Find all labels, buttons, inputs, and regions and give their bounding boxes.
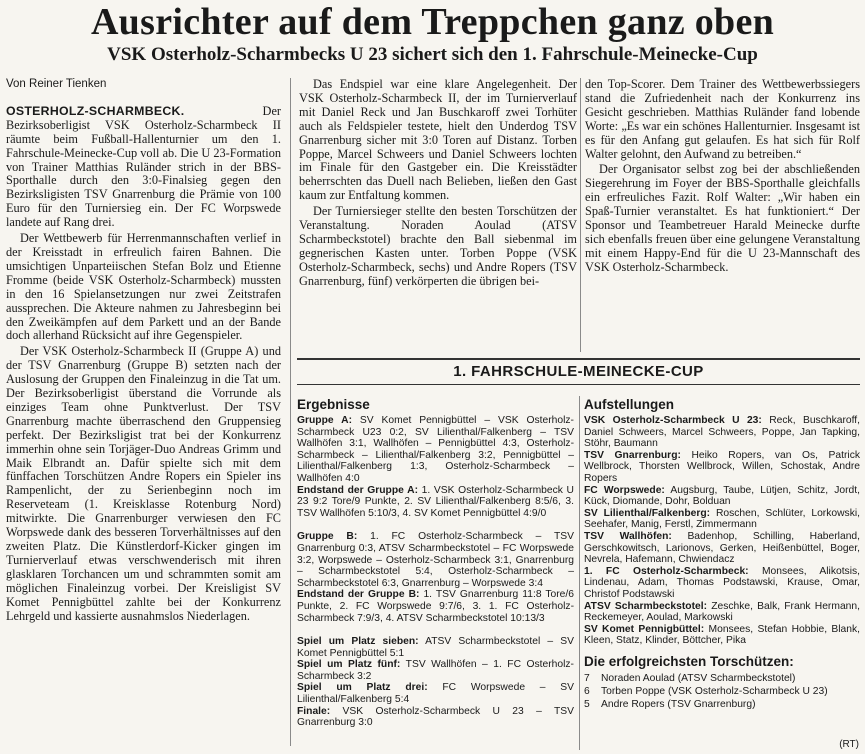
results-section — [297, 396, 574, 735]
info-entry — [584, 531, 860, 566]
entry-text: 1. TSV Gnarrenburg 11:8 Tore/6 Punkte, 2. FC Worpswede 9:7/6, 3. 1. FC Osterholz-Scharmbeck 7:9/3, 4. ATSV Scharmbeckstotel 10:13/3 — [297, 589, 574, 624]
scorer-goals: 6 — [584, 685, 590, 697]
article-paragraph: Der Organisator selbst zog bei der abschließenden Siegerehrung im Foyer der BBS-Sporthalle gleichfalls ein erfreuliches Fazit. Rolf Walter: „Wir haben ein Spaß-Turnier veranstaltet. Es hat funktioniert.“ Der Sponsor und Teambetreuer Harald Meinecke durfte sich ebenfalls freuen über eine gelungene Veranstaltung mit einem Happy-End für die U 23-Mannschaft des VSK Osterholz-Scharmbeck. — [585, 162, 860, 274]
info-entry — [584, 450, 860, 485]
entry-label: TSV Wallhöfen: — [584, 530, 672, 542]
lineups-heading: Aufstellungen — [584, 397, 674, 412]
column-divider — [580, 78, 581, 352]
entry-text: ATSV Scharmbeckstotel – SV Komet Pennigbüttel 5:1 — [297, 636, 574, 659]
scorer-name: Torben Poppe (VSK Osterholz-Scharmbeck U 23) — [601, 685, 828, 697]
entry-text: 1. FC Osterholz-Scharmbeck – TSV Gnarrenburg 0:3, ATSV Scharmbeckstotel – FC Worpswede 3:2, Worpswede – Osterholz-Scharmbeck 3:1, Gnarrenburg – Scharmbeckstotel 5:4, Osterholz-Scharmbeck – Scharmbeckstotel 6:3, Gnarrenburg – Worpswede 3:4 — [297, 531, 574, 589]
column-divider — [579, 396, 580, 750]
entry-text: Badenhop, Schilling, Haberland, Gerschkowitsch, Larionovs, Gerken, Heißenbüttel, Boger, Nevrela, Hafemann, Chwiendacz — [584, 530, 861, 566]
article-paragraph: Der Turniersieger stellte den besten Torschützen der Veranstaltung. Noraden Aoulad (ATSV Scharmbeckstotel) brachte den Ball siebenmal im gegnerischen Kasten unter. Torben Poppe (VSK Osterholz-Scharmbeck, sechs) und Andre Ropers (TSV Gnarrenburg, fünf) verkörperten die übrigen bei- — [299, 204, 577, 288]
article-column-3 — [585, 78, 860, 277]
results-heading: Ergebnisse — [297, 397, 370, 412]
lineups-list — [584, 415, 860, 647]
info-entry — [584, 415, 860, 450]
info-entry — [584, 566, 860, 601]
info-entry — [297, 659, 574, 682]
scorers-heading: Die erfolgreichsten Torschützen: — [584, 653, 794, 669]
entry-text: 1. VSK Osterholz-Scharmbeck U 23 9:2 Tore/9 Punkte, 2. SV Lilienthal/Falkenberg 8:5/6, 3. TSV Wallhöfen 5:10/3, 4. SV Komet Pennigbüttel 4:9/0 — [297, 484, 574, 519]
entry-label: Endstand der Gruppe B: — [297, 589, 420, 601]
info-entry — [297, 589, 574, 624]
entry-text: SV Komet Pennigbüttel – VSK Osterholz-Scharmbeck U23 0:2, SV Lilienthal/Falkenberg – TSV Wallhöfen 3:1, Wallhöfen – Pennigbüttel 4:3, Osterholz-Scharmbeck – Lilienthal/Falkenberg 3:2, Pennigbüttel – Lilienthal/Falkenberg 1:3, Osterholz-Scharmbeck – Wallhöfen 4:0 — [297, 415, 574, 484]
column-divider — [290, 78, 291, 746]
entry-text: VSK Osterholz-Scharmbeck U 23 – TSV Gnarrenburg 3:0 — [297, 705, 574, 729]
info-entry — [297, 636, 574, 659]
entry-label: ATSV Scharmbeckstotel: — [584, 600, 708, 612]
entry-text: TSV Wallhöfen – 1. FC Osterholz-Scharmbeck 3:2 — [297, 659, 574, 682]
article-paragraph: Der Wettbewerb für Herrenmannschaften verlief in der Kreisstadt in erfreulich fairen Bahnen. Die umsichtigen Unparteiischen Stefan Bolz und Etienne Fromme (beide VSK Osterholz-Scharmbeck) mussten in den 16 Spielansetzungen nur zwei Zeitstrafen aussprechen. Die Akteure nahmen zu Jahresbeginn bei den Zweikämpfen auf dem Parkett und an der Bande doch allerhand Rücksicht auf ihre Gegenspieler. — [6, 231, 281, 343]
entry-label: Gruppe A: — [297, 415, 352, 426]
headline: Ausrichter auf dem Treppchen ganz oben — [90, 1, 775, 43]
entry-label: FC Worpswede: — [584, 484, 665, 496]
entry-label: Gruppe B: — [297, 531, 358, 543]
info-entry — [297, 485, 574, 520]
info-entry — [584, 624, 860, 647]
scorer-name: Andre Ropers (TSV Gnarrenburg) — [601, 698, 756, 710]
entry-label: SV Lilienthal/Falkenberg: — [584, 507, 711, 519]
entry-text: Zeschke, Balk, Frank Hermann, Reckemeyer, Aoulad, Markowski — [584, 600, 860, 624]
article-paragraph: Das Endspiel war eine klare Angelegenheit. Der VSK Osterholz-Scharmbeck II, der im Turnierverlauf mit Daniel Reck und Jan Buschkaroff zwei Torhüter auch als Feldspieler testete, hielt den Underdog TSV Gnarrenburg sicher mit 3:0 Toren auf Distanz. Torben Poppe, Marcel Schweers und Daniel Schweers lochten im Finale für den Gastgeber ein. Die Kreisstädter beherrschten das Duell nach Belieben, ließen den Gast kaum zur Entfaltung kommen. — [299, 77, 577, 203]
entry-label: Endstand der Gruppe A: — [297, 484, 419, 496]
info-entry — [584, 601, 860, 624]
entry-text: Heiko Ropers, van Os, Patrick Wellbrock, Thorsten Wellbrock, Willen, Schostak, Andre Ropers — [584, 449, 861, 484]
subheadline: VSK Osterholz-Scharmbecks U 23 sichert sich den 1. Fahrschule-Meinecke-Cup — [107, 44, 758, 65]
scorers-list — [584, 672, 860, 711]
entry-label: Spiel um Platz drei: — [297, 682, 428, 694]
article-column-2 — [299, 78, 577, 291]
article-paragraph: Der VSK Osterholz-Scharmbeck II (Gruppe A) und der TSV Gnarrenburg (Gruppe B) setzten nach der Auslosung der Gruppen den Finaleinzug in die Tat um. Der Bezirksoberligist überstand die Vorrunde als einziges Team ohne Punktverlust. Der TSV Gnarrenburg machte überraschend den Gruppensieg perfekt. Der Bezirksligist trat bei der Konkurrenz immerhin ohne sein Torjäger-Duo Andreas Grimm und Maik Elbrandt an. Dafür spielte sich mit dem fünffachen Torschützen Andre Ropers ein Spieler ins Rampenlicht, der zu Serienbeginn noch im Reserveteam (1. Kreisklasse Rotenburg Nord) mitwirkte. Die Gnarrenburger verwiesen den FC Worpswede dank des besseren Torverhältnisses auf den zweiten Platz. Die Künstlerdorf-Kicker gingen im Turnierverlauf etwas verschwenderisch mit ihren glasklaren Torchancen um und schrammten somit am möglichen Finaleinzug vorbei. Der Kreisligist SV Komet Pennigbüttel zahlte bei der Konkurrenz Lehrgeld und kassierte ausnahmslos Niederlagen. — [6, 344, 281, 623]
dateline: OSTERHOLZ-SCHARMBECK. — [6, 103, 185, 118]
entry-text: Reck, Buschkaroff, Daniel Schweers, Marcel Schweers, Poppe, Jan Tapking, Stöhr, Baumann — [584, 415, 860, 450]
article-paragraph — [6, 105, 281, 230]
entry-label: VSK Osterholz-Scharmbeck U 23: — [584, 415, 762, 426]
info-entry — [297, 706, 574, 729]
scorer-row — [584, 672, 860, 685]
entry-label: 1. FC Osterholz-Scharmbeck: — [584, 565, 749, 577]
info-entry — [297, 415, 574, 485]
scorer-goals: 5 — [584, 698, 590, 710]
paragraph-text: Der Bezirksoberligist VSK Osterholz-Scharmbeck II räumte beim Fußball-Hallenturnier um den 1. Fahrschule-Meinecke-Cup voll ab. Die U 23-Formation von Trainer Matthias Ruländer strich in der BBS-Sporthalle durch den 3:0-Finalsieg gegen den Bezirksligisten TSV Gnarrenburg die Prämie von 100 Euro für den Turniersieg ein. Der FC Worpswede landete auf Rang drei. — [6, 103, 281, 230]
entry-text: Roschen, Schlüter, Lorkowski, Seehafer, Manig, Ferstl, Zimmermann — [584, 507, 860, 531]
entry-label: Spiel um Platz fünf: — [297, 659, 401, 671]
author-byline: Von Reiner Tienken — [6, 78, 107, 90]
entry-label: Spiel um Platz sieben: — [297, 636, 419, 648]
infobox-title: 1. FAHRSCHULE-MEINECKE-CUP — [297, 358, 860, 385]
info-entry — [297, 682, 574, 705]
entry-text: Monsees, Alikotsis, Lindenau, Adam, Thomas Podstawski, Krause, Omar, Christof Podstawski — [584, 565, 861, 600]
info-entry — [584, 485, 860, 508]
entry-text: Augsburg, Taube, Lütjen, Schitz, Jordt, Kück, Diomande, Dohr, Bolduan — [584, 484, 860, 508]
article-column-1 — [6, 78, 281, 625]
info-entry — [584, 508, 860, 531]
scorer-goals: 7 — [584, 672, 590, 684]
entry-text: FC Worpswede – SV Lilienthal/Falkenberg 5:4 — [297, 682, 574, 706]
entry-label: SV Komet Pennigbüttel: — [584, 623, 705, 635]
results-list — [297, 415, 574, 729]
entry-label: TSV Gnarrenburg: — [584, 449, 681, 461]
scorer-row — [584, 685, 860, 698]
credit: (RT) — [839, 739, 859, 750]
entry-label: Finale: — [297, 705, 331, 717]
info-entry — [297, 531, 574, 589]
article-paragraph: den Top-Scorer. Dem Trainer des Wettbewerbssiegers stand die Zufriedenheit nach der Konkurrenz ins Gesicht geschrieben. Matthias Ruländer fand lobende Worte: „Es war ein schönes Hallenturnier. Insgesamt ist es für den Anfang gut gelaufen. Es hat sich für Rolf Walter gelohnt, den Aufwand zu betreiben.“ — [585, 77, 860, 161]
lineups-section — [584, 396, 860, 711]
scorer-row — [584, 698, 860, 711]
entry-text: Monsees, Stefan Hobbie, Blank, Kleen, Statz, Klinder, Böttcher, Pika — [584, 623, 860, 647]
scorer-name: Noraden Aoulad (ATSV Scharmbeckstotel) — [601, 672, 796, 684]
